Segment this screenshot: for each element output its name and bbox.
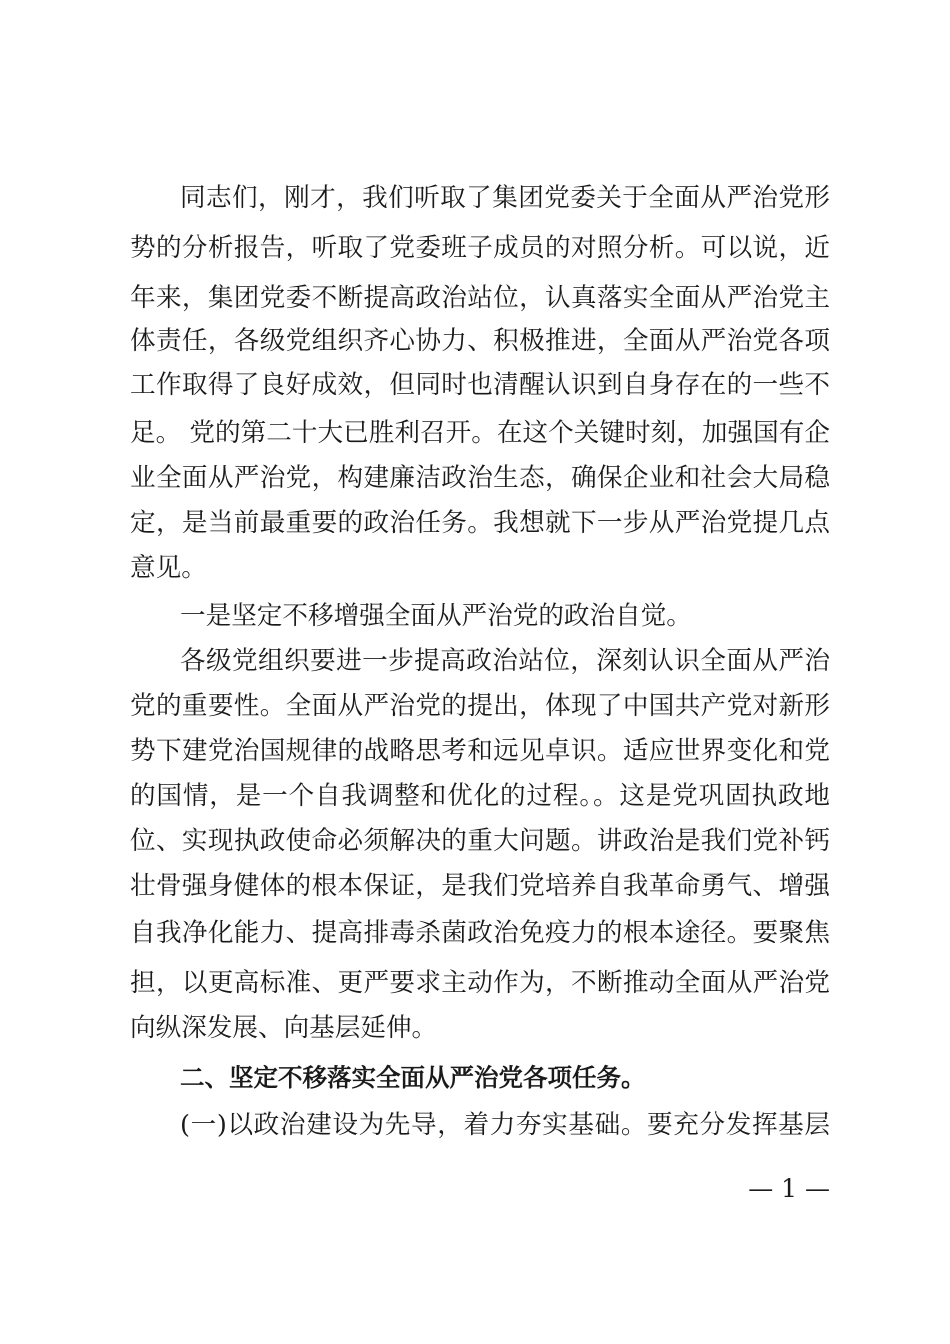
- paragraph-3-line-9: 向纵深发展、向基层延伸。: [130, 1013, 438, 1043]
- paragraph-1-line-6: 足。 党的第二十大已胜利召开。在这个关键时刻，加强国有企: [130, 418, 830, 448]
- subsection-1-line-1: (一)以政治建设为先导，着力夯实基础。要充分发挥基层: [180, 1110, 830, 1140]
- paragraph-3-line-8: 担，以更高标准、更严要求主动作为，不断推动全面从严治党: [130, 968, 830, 998]
- paragraph-3-line-6: 壮骨强身健体的根本保证，是我们党培养自我革命勇气、增强: [130, 871, 830, 901]
- paragraph-3-line-5: 位、实现执政使命必须解决的重大问题。讲政治是我们党补钙: [130, 826, 830, 856]
- paragraph-3-line-7: 自我净化能力、提高排毒杀菌政治免疫力的根本途径。要聚焦: [130, 918, 830, 948]
- paragraph-1-line-1: 同志们，刚才，我们听取了集团党委关于全面从严治党形: [180, 183, 830, 213]
- paragraph-1-line-2: 势的分析报告，听取了党委班子成员的对照分析。可以说，近: [130, 233, 830, 263]
- paragraph-1-line-7: 业全面从严治党，构建廉洁政治生态，确保企业和社会大局稳: [130, 463, 830, 493]
- section-heading-2: 二、坚定不移落实全面从严治党各项任务。: [180, 1063, 646, 1092]
- paragraph-1-line-3: 年来，集团党委不断提高政治站位，认真落实全面从严治党主: [130, 283, 830, 313]
- paragraph-1-line-4: 体责任，各级党组织齐心协力、积极推进，全面从严治党各项: [130, 326, 830, 356]
- paragraph-3-line-4: 的国情，是一个自我调整和优化的过程。。这是党巩固执政地: [130, 781, 830, 811]
- paragraph-1-line-8: 定，是当前最重要的政治任务。我想就下一步从严治党提几点: [130, 508, 830, 538]
- page-number: — 1 —: [748, 1174, 830, 1203]
- paragraph-1-line-9: 意见。: [130, 553, 207, 583]
- paragraph-3-line-3: 势下建党治国规律的战略思考和远见卓识。适应世界变化和党: [130, 736, 830, 766]
- paragraph-1-line-5: 工作取得了良好成效，但同时也清醒认识到自身存在的一些不: [130, 370, 830, 400]
- paragraph-2-line-1: 一是坚定不移增强全面从严治党的政治自觉。: [180, 601, 692, 631]
- paragraph-3-line-1: 各级党组织要进一步提高政治站位，深刻认识全面从严治: [180, 646, 830, 676]
- paragraph-3-line-2: 党的重要性。全面从严治党的提出，体现了中国共产党对新形: [130, 691, 830, 721]
